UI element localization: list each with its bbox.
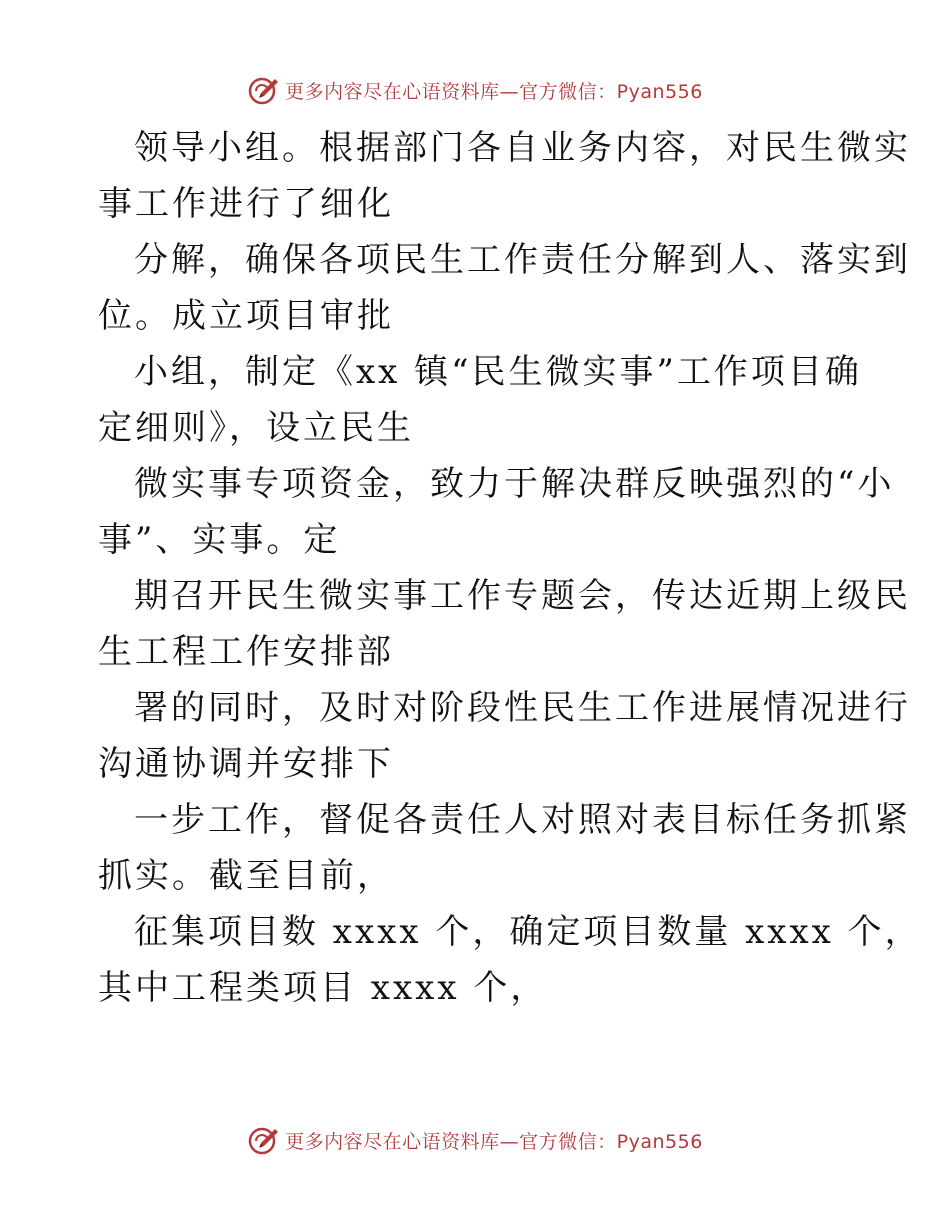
paragraph-line: 生工程工作安排部 bbox=[98, 632, 394, 672]
paragraph-line: 抓实。截至目前， bbox=[98, 856, 394, 896]
paragraph-line: 分解，确保各项民生工作责任分解到人、落实到 bbox=[134, 240, 911, 280]
pen-nib-logo bbox=[247, 1123, 281, 1157]
header-banner-text: 更多内容尽在心语资料库—官方微信：Pyan556 bbox=[285, 80, 703, 103]
paragraph-line: 定细则》，设立民生 bbox=[98, 408, 414, 448]
paragraph-line: 期召开民生微实事工作专题会，传达近期上级民 bbox=[134, 576, 911, 616]
paragraph-line: 署的同时，及时对阶段性民生工作进展情况进行 bbox=[134, 688, 911, 728]
footer-banner-text: 更多内容尽在心语资料库—官方微信：Pyan556 bbox=[285, 1130, 703, 1153]
header-banner bbox=[0, 70, 950, 110]
footer-banner bbox=[0, 1120, 950, 1160]
paragraph-line: 微实事专项资金，致力于解决群反映强烈的“小 bbox=[134, 464, 895, 504]
paragraph-line: 位。成立项目审批 bbox=[98, 296, 394, 336]
paragraph-line: 沟通协调并安排下 bbox=[98, 744, 394, 784]
pen-nib-logo bbox=[247, 73, 281, 107]
paragraph-line: 事工作进行了细化 bbox=[98, 184, 394, 224]
paragraph-line: 事”、实事。定 bbox=[98, 520, 341, 560]
paragraph-line: 一步工作，督促各责任人对照对表目标任务抓紧 bbox=[134, 800, 911, 840]
paragraph-line: 领导小组。根据部门各自业务内容，对民生微实 bbox=[134, 128, 911, 168]
paragraph-line: 征集项目数 xxxx 个，确定项目数量 xxxx 个， bbox=[134, 912, 922, 952]
paragraph-line: 其中工程类项目 xxxx 个， bbox=[98, 968, 548, 1008]
paragraph-line: 小组，制定《xx 镇“民生微实事”工作项目确 bbox=[134, 352, 862, 392]
document-body bbox=[98, 120, 922, 1016]
